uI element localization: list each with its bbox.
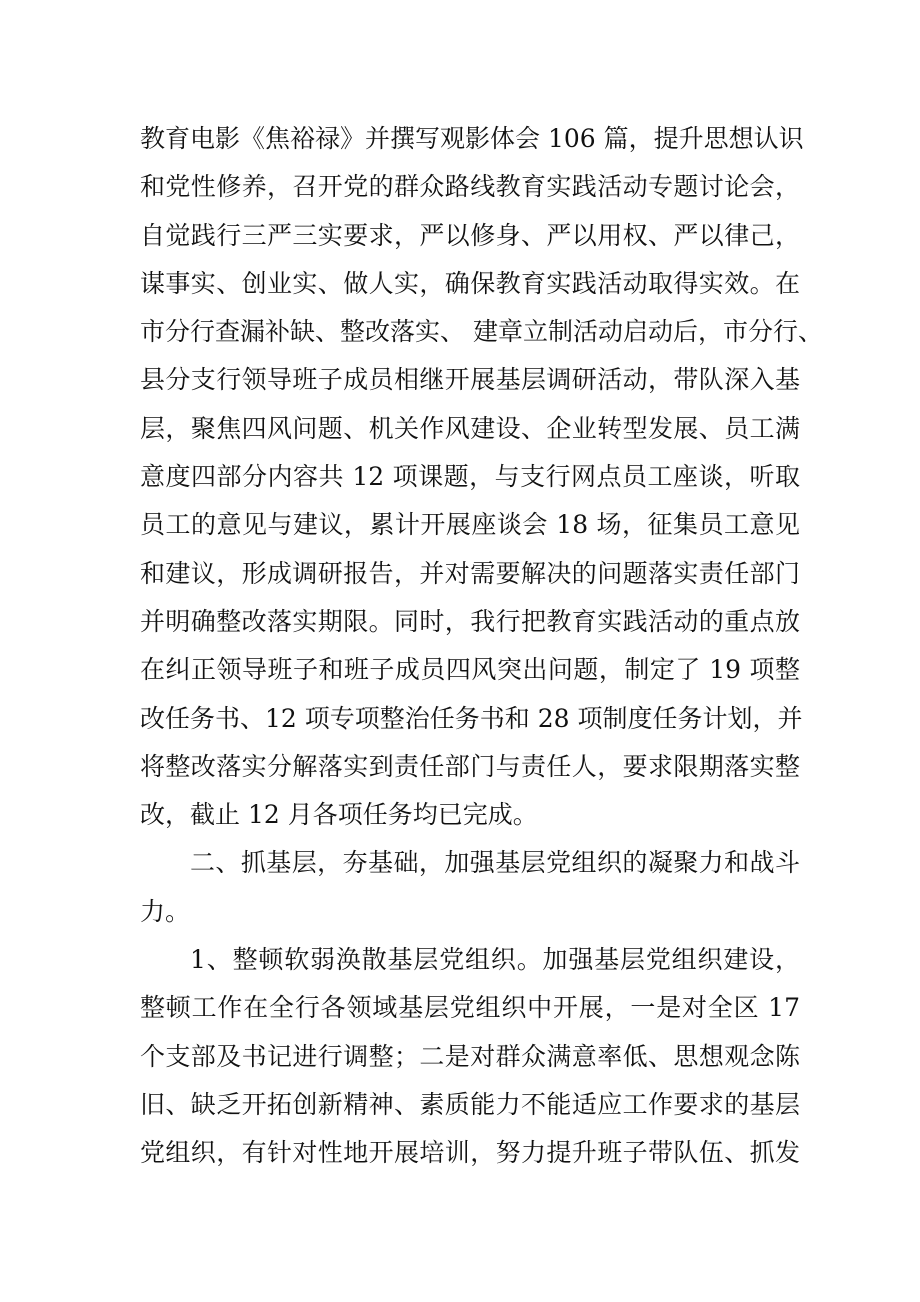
text-line: 教育电影《焦裕禄》并撰写观影体会 106 篇，提升思想认识 — [140, 124, 804, 153]
text-line: 并明确整改落实期限。同时，我行把教育实践活动的重点放 — [140, 606, 800, 636]
text-line: 将整改落实分解落实到责任部门与责任人，要求限期落实整 — [140, 751, 800, 781]
text-line: 在纠正领导班子和班子成员四风突出问题，制定了 19 项整 — [140, 655, 800, 685]
text-line: 1、整顿软弱涣散基层党组织。加强基层党组织建设， — [190, 945, 800, 975]
text-line: 整顿工作在全行各领域基层党组织中开展，一是对全区 17 — [140, 993, 800, 1023]
text-line: 旧、缺乏开拓创新精神、素质能力不能适应工作要求的基层 — [140, 1089, 800, 1119]
text-line: 县分支行领导班子成员相继开展基层调研活动，带队深入基 — [140, 365, 800, 395]
paragraph-1 — [140, 115, 823, 839]
paragraph-3 — [140, 936, 800, 1177]
document-body — [140, 115, 823, 1178]
text-line: 层，聚焦四风问题、机关作风建设、企业转型发展、员工满 — [140, 413, 800, 443]
text-line: 力。 — [140, 896, 191, 926]
text-line: 改，截止 12 月各项任务均已完成。 — [140, 800, 538, 830]
text-line: 自觉践行三严三实要求，严以修身、严以用权、严以律己， — [140, 220, 800, 250]
section-heading — [140, 839, 800, 936]
text-line: 意度四部分内容共 12 项课题，与支行网点员工座谈，听取 — [140, 462, 800, 492]
text-line: 党组织，有针对性地开展培训，努力提升班子带队伍、抓发 — [140, 1138, 800, 1168]
text-line: 二、抓基层，夯基础，加强基层党组织的凝聚力和战斗 — [190, 848, 800, 878]
text-line: 员工的意见与建议，累计开展座谈会 18 场，征集员工意见 — [140, 510, 800, 540]
text-line: 和建议，形成调研报告，并对需要解决的问题落实责任部门 — [140, 558, 800, 588]
text-line: 个支部及书记进行调整；二是对群众满意率低、思想观念陈 — [140, 1041, 800, 1071]
text-line: 改任务书、12 项专项整治任务书和 28 项制度任务计划，并 — [140, 703, 803, 733]
text-line: 和党性修养，召开党的群众路线教育实践活动专题讨论会， — [140, 172, 800, 202]
text-line: 谋事实、创业实、做人实，确保教育实践活动取得实效。在 — [140, 268, 800, 298]
text-line: 市分行查漏补缺、整改落实、 建章立制活动启动后，市分行、 — [140, 317, 823, 347]
